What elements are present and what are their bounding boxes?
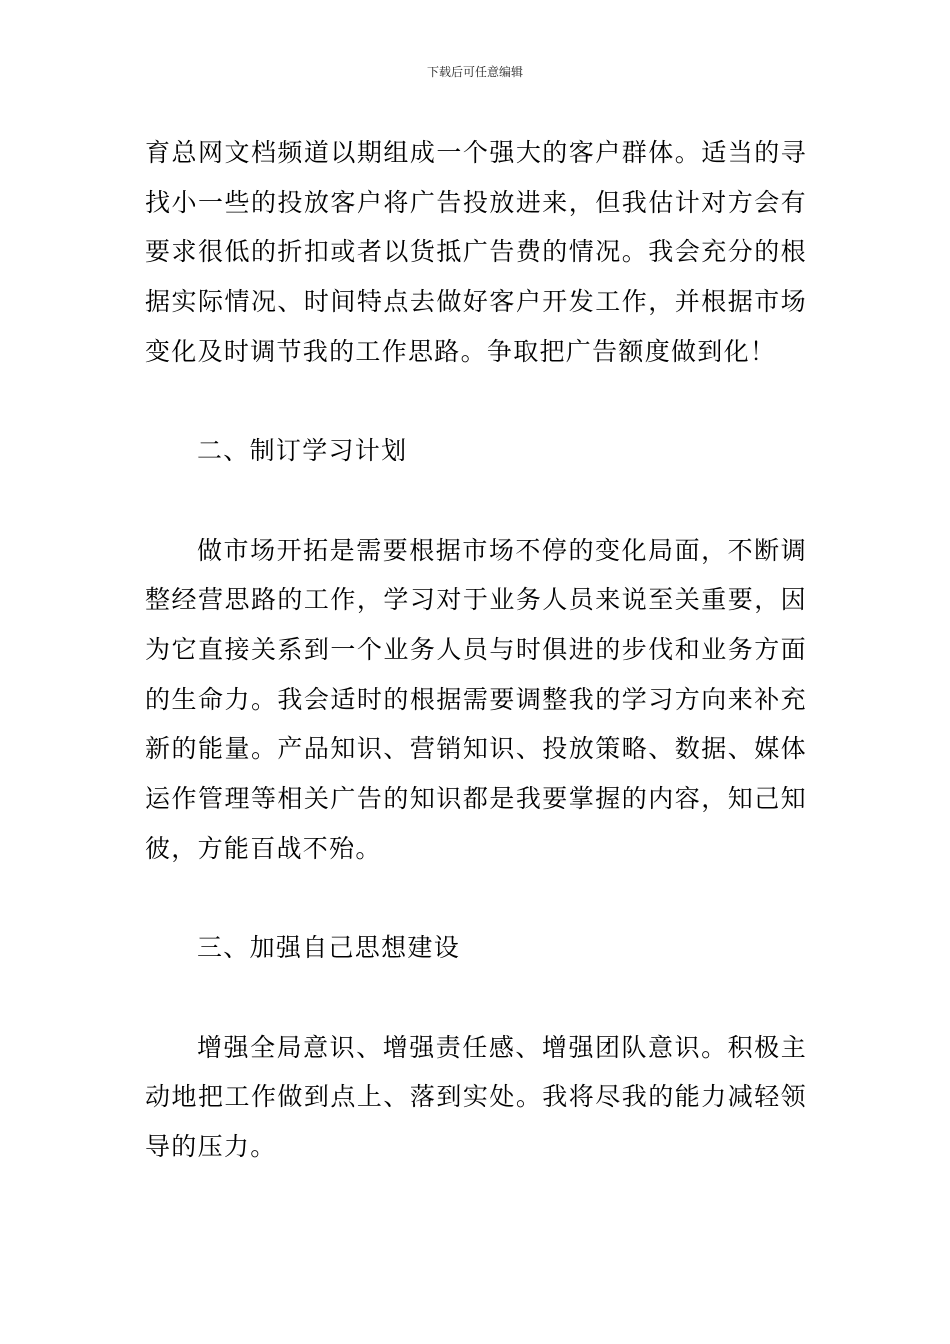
paragraph-gap: [145, 874, 807, 924]
body-paragraph-2: 做市场开拓是需要根据市场不停的变化局面，不断调整经营思路的工作，学习对于业务人员来说至关重要，因为它直接关系到一个业务人员与时俱进的步伐和业务方面的生命力。我会适时的根据需要调整我的学习方向来补充新的能量。产品知识、营销知识、投放策略、数据、媒体运作管理等相关广告的知识都是我要掌握的内容，知己知彼，方能百战不殆。: [145, 535, 807, 863]
paragraph-gap: [145, 476, 807, 526]
page-header-note: 下载后可任意编辑: [426, 65, 523, 79]
paragraph-gap: [145, 973, 807, 1023]
section-heading-3: 三、加强自己思想建设: [197, 933, 461, 963]
document-body: [145, 128, 807, 1172]
body-paragraph-3: 增强全局意识、增强责任感、增强团队意识。积极主动地把工作做到点上、落到实处。我将尽我的能力减轻领导的压力。: [145, 1032, 807, 1161]
paragraph-gap: [145, 377, 807, 427]
section-heading-2: 二、制订学习计划: [197, 436, 408, 466]
body-paragraph-1: 育总网文档频道以期组成一个强大的客户群体。适当的寻找小一些的投放客户将广告投放进来，但我估计对方会有要求很低的折扣或者以货抵广告费的情况。我会充分的根据实际情况、时间特点去做好客户开发工作，并根据市场变化及时调节我的工作思路。争取把广告额度做到化！: [145, 138, 807, 366]
